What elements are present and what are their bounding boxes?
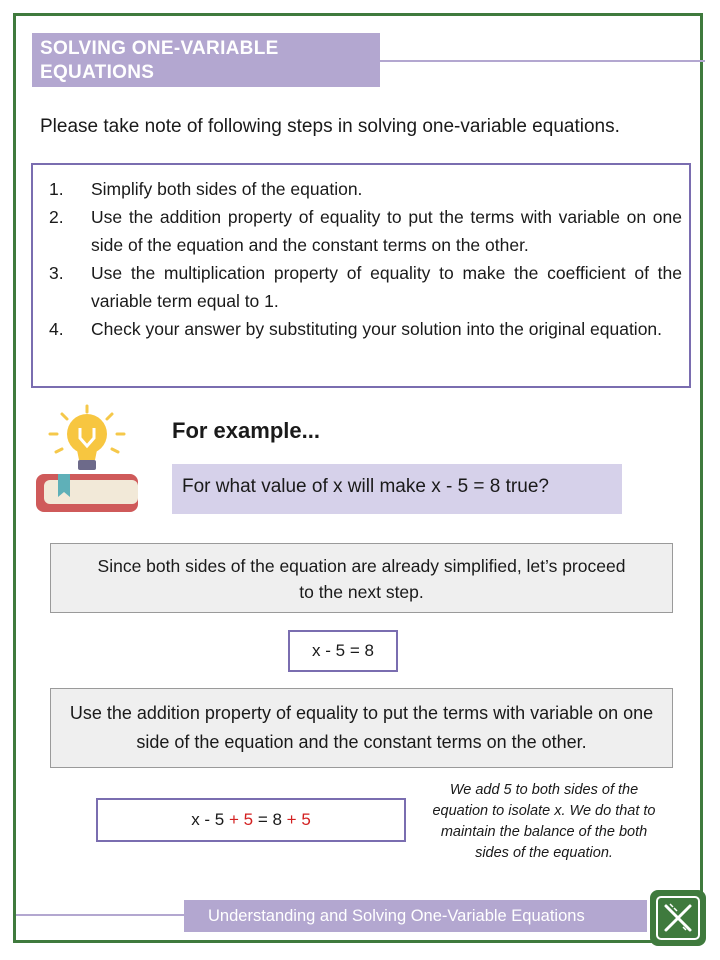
steps-list	[49, 175, 682, 343]
steps-box	[31, 163, 691, 388]
step-note-1: Since both sides of the equation are already simplified, let’s proceed to the next step.	[50, 543, 673, 613]
footer-title: Understanding and Solving One-Variable Equations	[208, 907, 585, 925]
step-note-2: Use the addition property of equality to put the terms with variable on one side of the equation and the constant terms on the other.	[50, 688, 673, 768]
example-heading: For example...	[172, 418, 320, 443]
step-item: 4. Check your answer by substituting your solution into the original equation.	[49, 319, 663, 339]
footer-banner	[184, 900, 647, 932]
equation-box-2	[96, 798, 406, 842]
title-divider	[380, 60, 705, 62]
title-banner	[32, 33, 380, 87]
added-term: + 5	[229, 810, 254, 829]
footer-divider	[16, 914, 186, 916]
lightbulb-book-icon	[32, 402, 142, 517]
question-box	[172, 464, 622, 514]
step-item: 1. Simplify both sides of the equation.	[49, 179, 363, 199]
question-text: For what value of x will make x - 5 = 8 true?	[182, 476, 549, 497]
equation-box-1: x - 5 = 8	[288, 630, 398, 672]
pencil-ruler-logo-icon	[650, 890, 706, 946]
intro-text: Please take note of following steps in solving one-variable equations.	[40, 116, 620, 137]
step-item: 3. Use the multiplication property of equality to make the coefficient of the variable term equal to 1.	[49, 263, 682, 311]
explanation-note: We add 5 to both sides of the equation to isolate x. We do that to maintain the balance of the both sides of the equation.	[432, 782, 656, 861]
step-item: 2. Use the addition property of equality to put the terms with variable on one side of the equation and the constant terms on the other.	[49, 207, 682, 255]
equation-part: x - 5	[191, 810, 229, 829]
page-title: SOLVING ONE-VARIABLE EQUATIONS	[40, 38, 279, 83]
equation-part: = 8	[253, 810, 287, 829]
added-term: + 5	[286, 810, 311, 829]
